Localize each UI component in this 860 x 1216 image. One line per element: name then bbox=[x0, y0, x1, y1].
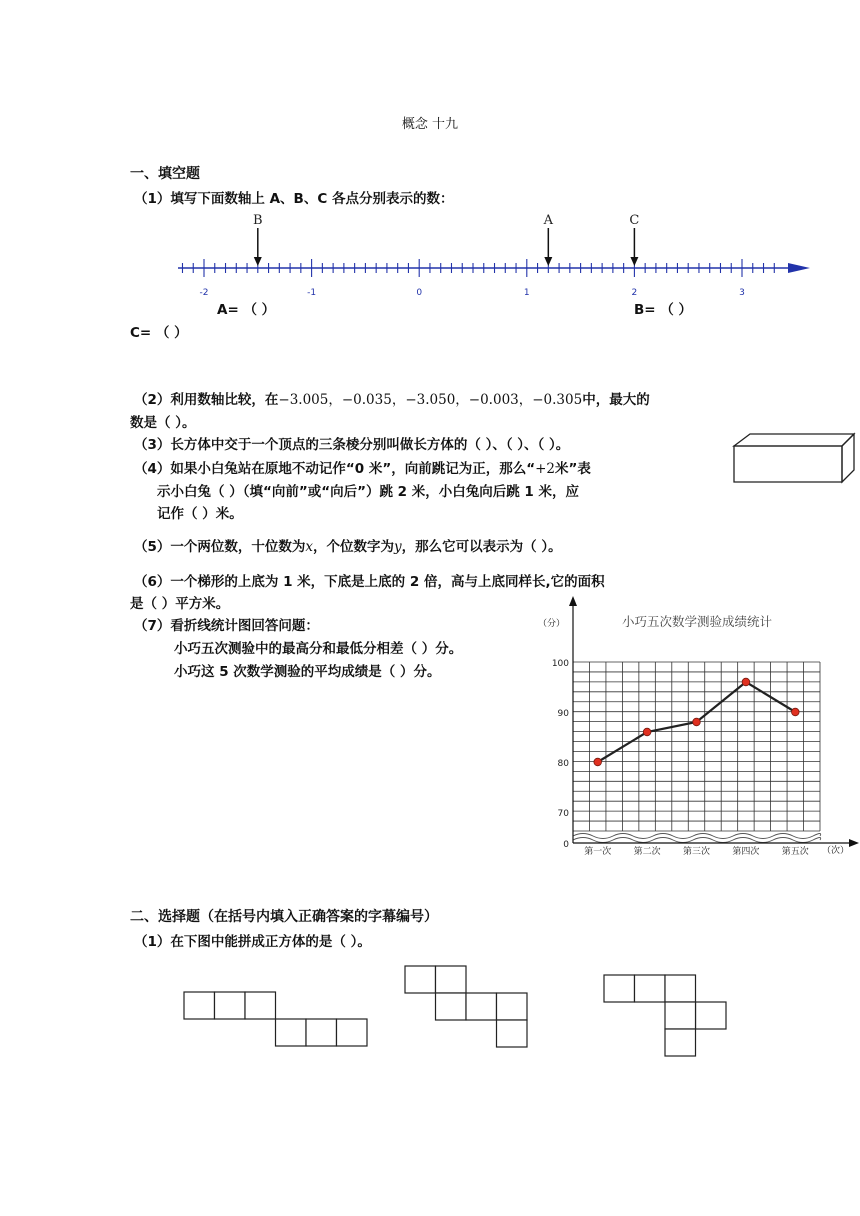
q4-value: +2 bbox=[535, 461, 556, 477]
q2-line2: 数是（ ）。 bbox=[130, 415, 196, 431]
q2-post: 中，最大的 bbox=[582, 392, 650, 408]
q5-pre: （5）一个两位数，十位数为 bbox=[134, 539, 306, 555]
q4-pre: （4）如果小白兔站在原地不动记作“0 米”，向前跳记为正，那么“ bbox=[134, 461, 536, 477]
net-c bbox=[604, 975, 726, 1056]
y-tick-label: 80 bbox=[557, 759, 569, 769]
net-a bbox=[184, 992, 367, 1046]
q5-text bbox=[134, 535, 562, 555]
chart-title: 小巧五次数学测验成绩统计 bbox=[621, 614, 773, 629]
data-point bbox=[594, 758, 602, 766]
x-tick-label: 第三次 bbox=[682, 847, 711, 857]
q7-line1: （7）看折线统计图回答问题： bbox=[134, 618, 319, 634]
data-point bbox=[742, 678, 750, 686]
q5-y: y bbox=[394, 539, 402, 555]
net-b bbox=[405, 966, 527, 1047]
tick-label: 0 bbox=[416, 288, 423, 298]
q1-text: （1）填写下面数轴上 A、B、C 各点分别表示的数： bbox=[134, 191, 454, 207]
x-tick-label: 第一次 bbox=[584, 847, 612, 857]
y-axis-unit: （分） bbox=[538, 619, 566, 629]
section1-heading: 一、填空题 bbox=[130, 166, 200, 182]
arrow-head bbox=[254, 257, 262, 266]
q4-line3: 记作（ ）米。 bbox=[157, 506, 243, 522]
point-label-a: A bbox=[543, 213, 554, 228]
q6-line1: （6）一个梯形的上底为 1 米，下底是上底的 2 倍，高与上底同样长,它的面积 bbox=[134, 574, 605, 590]
q4-post: 米”表 bbox=[555, 461, 591, 477]
q4-line1 bbox=[134, 457, 591, 477]
tick-label: 2 bbox=[631, 288, 638, 298]
q7-line2: 小巧五次测验中的最高分和最低分相差（ ）分。 bbox=[174, 641, 463, 657]
cube-nets bbox=[0, 960, 860, 1070]
x-axis-arrow bbox=[849, 839, 859, 847]
y-tick-label: 70 bbox=[557, 809, 569, 819]
page-title: 概念 十九 bbox=[401, 117, 459, 132]
q2-line1 bbox=[134, 388, 650, 408]
answer-b: B= （ ） bbox=[634, 302, 693, 318]
number-line bbox=[0, 205, 860, 315]
y-tick-label: 90 bbox=[557, 709, 569, 719]
answer-a: A= （ ） bbox=[217, 302, 276, 318]
x-tick-label: 第四次 bbox=[732, 847, 760, 857]
q6-line2: 是（ ）平方米。 bbox=[130, 596, 230, 612]
data-point bbox=[693, 718, 701, 726]
y-axis-arrow bbox=[569, 596, 577, 606]
q2-numbers: −3.005，−0.035，−3.050，−0.003，−0.305 bbox=[278, 392, 583, 408]
x-tick-label: 第二次 bbox=[633, 847, 661, 857]
section2-heading: 二、选择题（在括号内填入正确答案的字幕编号） bbox=[130, 909, 438, 925]
x-axis-unit: （次） bbox=[822, 846, 850, 856]
q5-post: ，那么它可以表示为（ ）。 bbox=[401, 539, 562, 555]
y-tick-label: 100 bbox=[551, 659, 569, 669]
arrow-head bbox=[630, 257, 638, 266]
axis-break bbox=[573, 838, 821, 843]
axis-arrow bbox=[788, 263, 810, 273]
answer-c: C= （ ） bbox=[130, 325, 188, 341]
tick-label: -2 bbox=[199, 288, 209, 298]
cuboid-figure bbox=[730, 432, 860, 487]
q3-text: （3）长方体中交于一个顶点的三条棱分别叫做长方体的（ ）、（ ）、（ ）。 bbox=[134, 437, 570, 453]
point-label-b: B bbox=[253, 213, 263, 228]
y-tick-label: 0 bbox=[563, 840, 569, 850]
q5-x: x bbox=[305, 539, 314, 555]
x-tick-label: 第五次 bbox=[781, 847, 809, 857]
q2-pre: （2）利用数轴比较，在 bbox=[134, 392, 279, 408]
point-label-c: C bbox=[629, 213, 640, 228]
tick-label: -1 bbox=[307, 288, 317, 298]
q7-line3: 小巧这 5 次数学测验的平均成绩是（ ）分。 bbox=[174, 664, 441, 680]
data-point bbox=[792, 708, 800, 716]
tick-label: 3 bbox=[739, 288, 745, 298]
s2-q1-text: （1）在下图中能拼成正方体的是（ ）。 bbox=[134, 934, 371, 950]
q4-line2: 示小白兔（ ）（填“向前”或“向后”）跳 2 米，小白兔向后跳 1 米，应 bbox=[157, 484, 580, 500]
arrow-head bbox=[544, 257, 552, 266]
tick-label: 1 bbox=[523, 288, 530, 298]
q5-mid: ，个位数字为 bbox=[313, 539, 395, 555]
line-chart bbox=[0, 590, 860, 870]
data-point bbox=[643, 728, 651, 736]
